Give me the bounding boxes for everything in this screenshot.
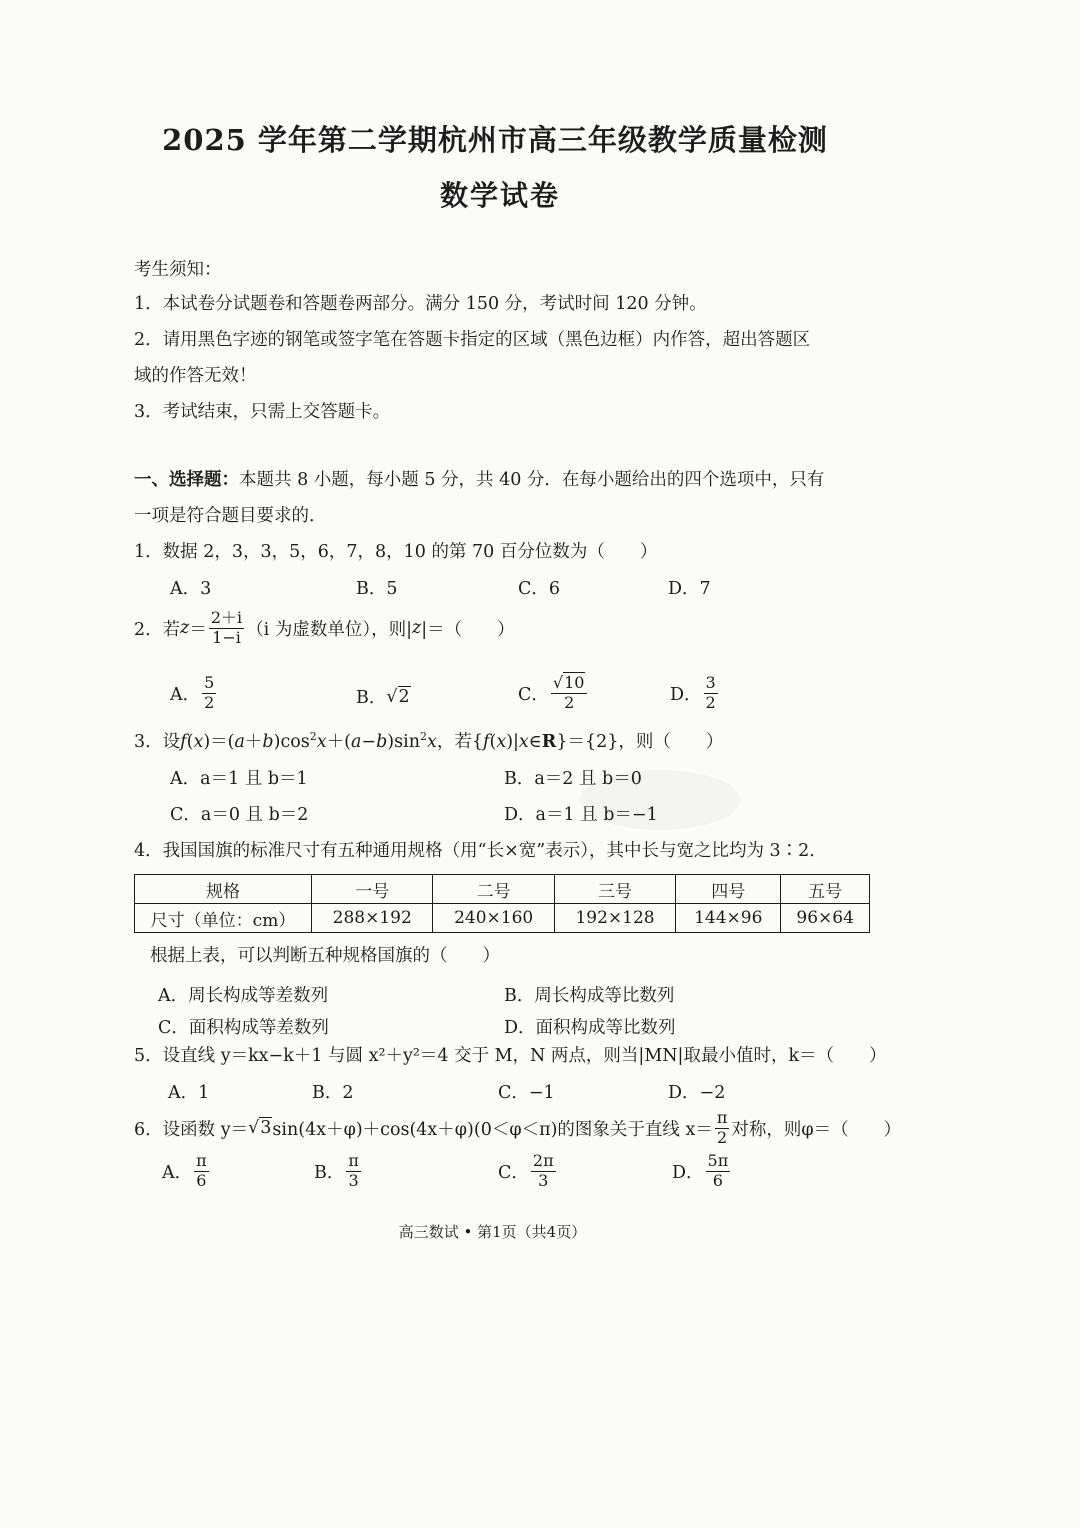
- q1-option-d: D．7: [668, 579, 711, 599]
- frac-den: 3: [538, 1170, 549, 1190]
- q3-t: b: [376, 732, 388, 752]
- q2-option-b: [356, 684, 411, 709]
- section-intro-cont: 一项是符合题目要求的．: [134, 506, 327, 526]
- frac-den: 3: [348, 1170, 359, 1190]
- q6-option-b: [314, 1153, 363, 1190]
- q2-stem: [134, 610, 515, 647]
- q2-option-d: [670, 675, 720, 712]
- q3-option-a: A．a＝1 且 b＝1: [170, 769, 308, 789]
- q3-stem: [134, 728, 723, 753]
- table-cell: 五号: [781, 875, 870, 904]
- q5-option-d: D．−2: [668, 1083, 726, 1103]
- q6-text-2: sin(4x＋φ)＋cos(4x＋φ)(0＜φ＜π)的图象关于直线 x＝: [272, 1119, 713, 1140]
- q3-t: (: [186, 732, 194, 752]
- q3-t: R: [541, 732, 557, 752]
- sqrt-radicand: 3: [260, 1118, 272, 1139]
- q4-option-b: B．周长构成等比数列: [504, 986, 675, 1006]
- q3-option-b: B．a＝2 且 b＝0: [504, 769, 642, 789]
- q3-t: ＋: [244, 732, 263, 752]
- q2-tail: |＝（ ）: [421, 619, 515, 640]
- q3-t: (: [489, 732, 497, 752]
- q6-stem: [134, 1110, 901, 1147]
- q3-t: 2: [419, 730, 427, 744]
- section-intro-text: 本题共 8 小题，每小题 5 分，共 40 分．在每小题给出的四个选项中，只有: [239, 470, 825, 490]
- frac-num: 2π: [532, 1151, 554, 1170]
- notice-item-2-cont: 域的作答无效！: [134, 366, 257, 386]
- q3-t: x: [518, 732, 529, 752]
- q2-option-d-frac: [704, 675, 718, 712]
- q3-option-d: D．a＝1 且 b＝−1: [504, 805, 658, 825]
- notice-heading: 考生须知：: [134, 260, 222, 280]
- q3-t: )cos: [273, 732, 310, 752]
- q3-t: x: [496, 732, 507, 752]
- q2-suffix: （i 为虚数单位），则|: [246, 619, 412, 640]
- flag-size-table: [134, 874, 870, 933]
- q4-option-c: C．面积构成等差数列: [158, 1018, 329, 1038]
- q6-option-c: [498, 1153, 558, 1190]
- frac-den: 2: [564, 692, 575, 712]
- table-cell: 规格: [135, 875, 312, 904]
- sqrt-icon: √10: [552, 673, 585, 692]
- q3-t: 2: [309, 730, 317, 744]
- q6-option-b-label: B．: [314, 1162, 345, 1183]
- q2-option-b-label: B．: [356, 688, 387, 708]
- q3-option-c: C．a＝0 且 b＝2: [170, 805, 309, 825]
- notice-item-2: 2．请用黑色字迹的钢笔或签字笔在答题卡指定的区域（黑色边框）内作答，超出答题区: [134, 330, 811, 350]
- table-cell: 144×96: [676, 904, 781, 933]
- q3-t: f: [180, 732, 187, 752]
- table-cell: 四号: [676, 875, 781, 904]
- q2-option-a-frac: [202, 675, 216, 712]
- table-row: [135, 904, 870, 933]
- q4-option-a: A．周长构成等差数列: [158, 986, 329, 1006]
- q3-t: 3．设: [134, 732, 181, 752]
- q6-option-a-label: A．: [162, 1162, 193, 1183]
- q2-prefix: 2．若: [134, 619, 181, 640]
- q2-var-z: z: [180, 618, 190, 639]
- q3-t: b: [262, 732, 274, 752]
- q4-stem: 4．我国国旗的标准尺寸有五种通用规格（用“长×宽”表示），其中长与宽之比均为 3∶2．: [134, 841, 827, 861]
- q3-t: }＝{2}，则（ ）: [556, 732, 724, 752]
- frac-num: π: [716, 1108, 728, 1127]
- page-footer: 高三数试 • 第1页（共4页）: [398, 1223, 587, 1241]
- q2-frac-den: 1−i: [212, 627, 241, 647]
- frac-num: 5π: [707, 1151, 729, 1170]
- table-cell: 二号: [433, 875, 554, 904]
- frac-num: 5: [204, 673, 215, 692]
- q1-stem: 1．数据 2，3，3，5，6，7，8，10 的第 70 百分位数为（ ）: [134, 542, 658, 562]
- q6-option-a: [162, 1153, 211, 1190]
- exam-subtitle: 数学试卷: [439, 179, 560, 212]
- sqrt-icon: √3: [248, 1118, 272, 1139]
- sqrt-radicand: 2: [398, 686, 410, 707]
- q4-followup: 根据上表，可以判断五种规格国旗的（ ）: [150, 946, 500, 966]
- q6-option-c-frac: [531, 1153, 556, 1190]
- frac-num: 3: [705, 673, 716, 692]
- q3-t: x: [316, 732, 327, 752]
- q3-t: )sin: [387, 732, 420, 752]
- q2-var-z-abs: z: [412, 618, 422, 639]
- q1-option-a: A．3: [170, 579, 212, 599]
- frac-den: 6: [196, 1170, 207, 1190]
- sqrt-icon: √2: [386, 686, 410, 707]
- q3-t: x: [193, 732, 204, 752]
- table-cell: 尺寸（单位：cm）: [135, 904, 312, 933]
- table-cell: 三号: [554, 875, 675, 904]
- q5-stem: 5．设直线 y＝kx−k＋1 与圆 x²＋y²＝4 交于 M，N 两点，则当|MN|取最小值时，k＝（ ）: [134, 1046, 887, 1066]
- q3-t: ∈: [528, 732, 542, 752]
- q3-t: )|: [506, 732, 519, 752]
- q6-fraction: [715, 1110, 730, 1147]
- q2-frac-num: 2＋i: [210, 608, 243, 627]
- section-label: 一、选择题：: [134, 470, 239, 490]
- frac-den: 2: [705, 692, 716, 712]
- frac-den: 2: [204, 692, 215, 712]
- q6-option-b-frac: [346, 1153, 361, 1190]
- q6-text-3: 对称，则φ＝（ ）: [731, 1119, 902, 1140]
- frac-num: π: [348, 1151, 359, 1170]
- q2-fraction: [209, 610, 244, 647]
- q1-option-b: B．5: [356, 579, 398, 599]
- q6-option-d-label: D．: [672, 1162, 704, 1183]
- q4-option-d: D．面积构成等比数列: [504, 1018, 676, 1038]
- q5-option-a: A．1: [168, 1083, 210, 1103]
- q3-t: x: [426, 732, 437, 752]
- table-cell: 96×64: [781, 904, 870, 933]
- q3-t: f: [483, 732, 490, 752]
- q2-option-a-label: A．: [170, 684, 201, 705]
- q3-t: a: [350, 732, 362, 752]
- q2-option-a: [170, 675, 218, 712]
- table-cell: 192×128: [554, 904, 675, 933]
- q1-option-c: C．6: [518, 579, 561, 599]
- q2-option-c-label: C．: [518, 684, 549, 705]
- q6-option-c-label: C．: [498, 1162, 529, 1183]
- q3-t: ，若{: [436, 732, 483, 752]
- table-cell: 288×192: [312, 904, 433, 933]
- table-cell: 一号: [312, 875, 433, 904]
- q3-t: ＋(: [326, 732, 351, 752]
- q6-option-d: [672, 1153, 732, 1190]
- table-cell: 240×160: [433, 904, 554, 933]
- exam-title: 2025 学年第二学期杭州市高三年级教学质量检测: [162, 123, 828, 157]
- section-intro: [134, 466, 824, 491]
- q3-t: )＝(: [203, 732, 235, 752]
- notice-item-1: 1．本试卷分试题卷和答题卷两部分。满分 150 分，考试时间 120 分钟。: [134, 294, 707, 314]
- q2-eq: ＝: [189, 619, 207, 640]
- q2-option-d-label: D．: [670, 684, 702, 705]
- q6-option-a-frac: [194, 1153, 209, 1190]
- q3-t: −: [361, 732, 377, 752]
- frac-num: π: [196, 1151, 207, 1170]
- notice-item-3: 3．考试结束，只需上交答题卡。: [134, 402, 391, 422]
- frac-den: 2: [717, 1127, 728, 1147]
- table-header-row: [135, 875, 870, 904]
- q5-option-c: C．−1: [498, 1083, 555, 1103]
- frac-den: 6: [712, 1170, 723, 1190]
- sqrt-radicand: 10: [564, 673, 585, 692]
- q2-option-c: [518, 675, 589, 712]
- q3-t: a: [234, 732, 245, 752]
- frac-num: [551, 675, 588, 694]
- q6-option-d-frac: [706, 1153, 731, 1190]
- q2-option-c-frac: [551, 675, 588, 712]
- q5-option-b: B．2: [312, 1083, 354, 1103]
- q6-text-1: 6．设函数 y＝: [134, 1119, 249, 1140]
